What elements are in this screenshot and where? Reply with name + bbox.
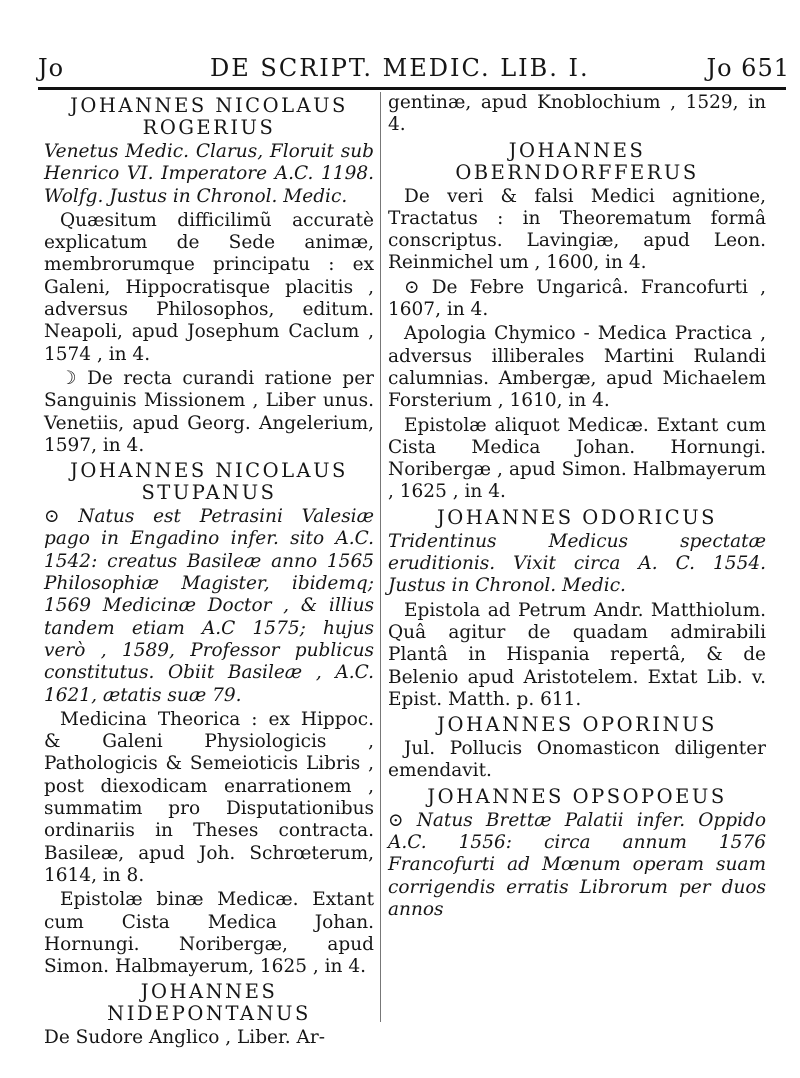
work-citation (44, 368, 374, 457)
paragraph-text: Natus est Petrasini Valesiæ pago in Engadino infer. sito A.C. 1542: creatus Basileæ anno 1565 Philosophiæ Magister, ibidemq; 1569 Medicinæ Doctor , & illius tandem etiam A.C 1575; hujus verò , 1589, Professor publicus constitutus. Obiit Basileæ , A.C. 1621, ætatis suæ 79. (44, 506, 374, 706)
work-citation (388, 186, 766, 275)
paragraph-text: JOHANNES NIDEPONTANUS (107, 980, 311, 1026)
work-citation (388, 415, 766, 504)
entry-heading (44, 95, 374, 139)
entry-heading (388, 507, 766, 529)
biographical-note (388, 810, 766, 921)
work-citation (388, 600, 766, 711)
page-title: DE SCRIPT. MEDIC. LIB. I. (210, 54, 590, 82)
continued-text (388, 92, 766, 137)
paragraph-text: Epistolæ aliquot Medicæ. Extant cum Cista Medica Johan. Hornungi. Noribergæ , apud Simon. Halbmayerum , 1625 , in 4. (388, 414, 766, 503)
page-number: Jo 651 (706, 54, 790, 82)
sun-symbol-icon: ⊙ (44, 506, 79, 528)
sun-symbol-icon: ⊙ (404, 276, 432, 298)
running-head (38, 50, 790, 90)
work-citation (388, 738, 766, 783)
paragraph-text: De recta curandi ratione per Sanguinis Missionem , Liber unus. Venetiis, apud Georg. Angelerium, 1597, in 4. (44, 367, 375, 456)
paragraph-text: De Febre Ungaricâ. Francofurti , 1607, in 4. (388, 276, 766, 321)
work-citation (44, 709, 374, 887)
left-folio: Jo (38, 54, 65, 82)
paragraph-text: Medicina Theorica : ex Hippoc. & Galeni Physiologicis , Pathologicis & Semeioticis Libris , post diexodicam enarrationem , summatim pro Disputationibus ordinariis in Theses contracta. Basileæ, apud Joh. Schrœterum, 1614, in 8. (44, 708, 374, 886)
left-column (44, 92, 374, 1052)
biographical-note (44, 506, 374, 707)
paragraph-text: De Sudore Anglico , Liber. Ar- (44, 1027, 326, 1049)
entry-heading (388, 140, 766, 184)
paragraph-text: De veri & falsi Medici agnitione, Tractatus : in Theorematum formâ conscriptus. Lavingiæ, apud Leon. Reinmichel um , 1600, in 4. (388, 185, 766, 274)
paragraph-text: JOHANNES NICOLAUS STUPANUS (70, 459, 348, 505)
paragraph-text: Tridentinus Medicus spectatæ eruditionis. Vixit circa A. C. 1554. Justus in Chronol. Medic. (388, 530, 766, 597)
paragraph-text: Epistolæ binæ Medicæ. Extant cum Cista Medica Johan. Hornungi. Noribergæ, apud Simon. Halbmayerum, 1625 , in 4. (44, 889, 374, 978)
work-citation (44, 889, 374, 978)
entry-heading (388, 786, 766, 808)
entry-heading (388, 714, 766, 736)
column-divider (380, 92, 381, 1022)
paragraph-text: Quæsitum difficilimũ accuratè explicatum de Sede animæ, membrorumque principatu : ex Galeni, Hippocratisque placitis , adversus Philosophos, editum. Neapoli, apud Josephum Caclum , 1574 , in 4. (44, 209, 374, 365)
work-citation (44, 210, 374, 366)
moon-symbol-icon: ☽ (60, 367, 88, 389)
paragraph-text: Natus Brettæ Palatii infer. Oppido A.C. 1556: circa annum 1576 Francofurti ad Mœnum operam suam corrigendis erratis Librorum per duos annos (388, 809, 767, 920)
continued-text (44, 1027, 374, 1049)
paragraph-text: gentinæ, apud Knoblochium , 1529, in 4. (388, 92, 766, 136)
paragraph-text: Apologia Chymico - Medica Practica , adversus illiberales Martini Rulandi calumnias. Ambergæ, apud Michaelem Forsterium , 1610, in 4. (388, 323, 766, 412)
paragraph-text: JOHANNES NICOLAUS ROGERIUS (70, 94, 348, 139)
header-rule (38, 87, 786, 90)
biographical-note (388, 531, 766, 598)
right-column (388, 92, 766, 923)
paragraph-text: Epistola ad Petrum Andr. Matthiolum. Quâ agitur de quadam admirabili Plantâ in Hispania repertâ, & de Belenio apud Aristotelem. Extat Lib. v. Epist. Matth. p. 611. (388, 599, 766, 710)
entry-heading (44, 981, 374, 1025)
work-citation (388, 323, 766, 412)
paragraph-text: Venetus Medic. Clarus, Floruit sub Henrico VI. Imperatore A.C. 1198. Wolfg. Justus in Chronol. Medic. (44, 141, 374, 207)
paragraph-text: JOHANNES ODORICUS (436, 505, 717, 529)
paragraph-text: Jul. Pollucis Onomasticon diligenter emendavit. (388, 738, 766, 782)
paragraph-text: JOHANNES OPSOPOEUS (427, 784, 727, 808)
paragraph-text: JOHANNES OBERNDORFFERUS (455, 138, 699, 184)
biographical-note (44, 141, 374, 208)
entry-heading (44, 460, 374, 504)
sun-symbol-icon: ⊙ (388, 809, 417, 831)
work-citation (388, 277, 766, 322)
paragraph-text: JOHANNES OPORINUS (437, 713, 717, 737)
